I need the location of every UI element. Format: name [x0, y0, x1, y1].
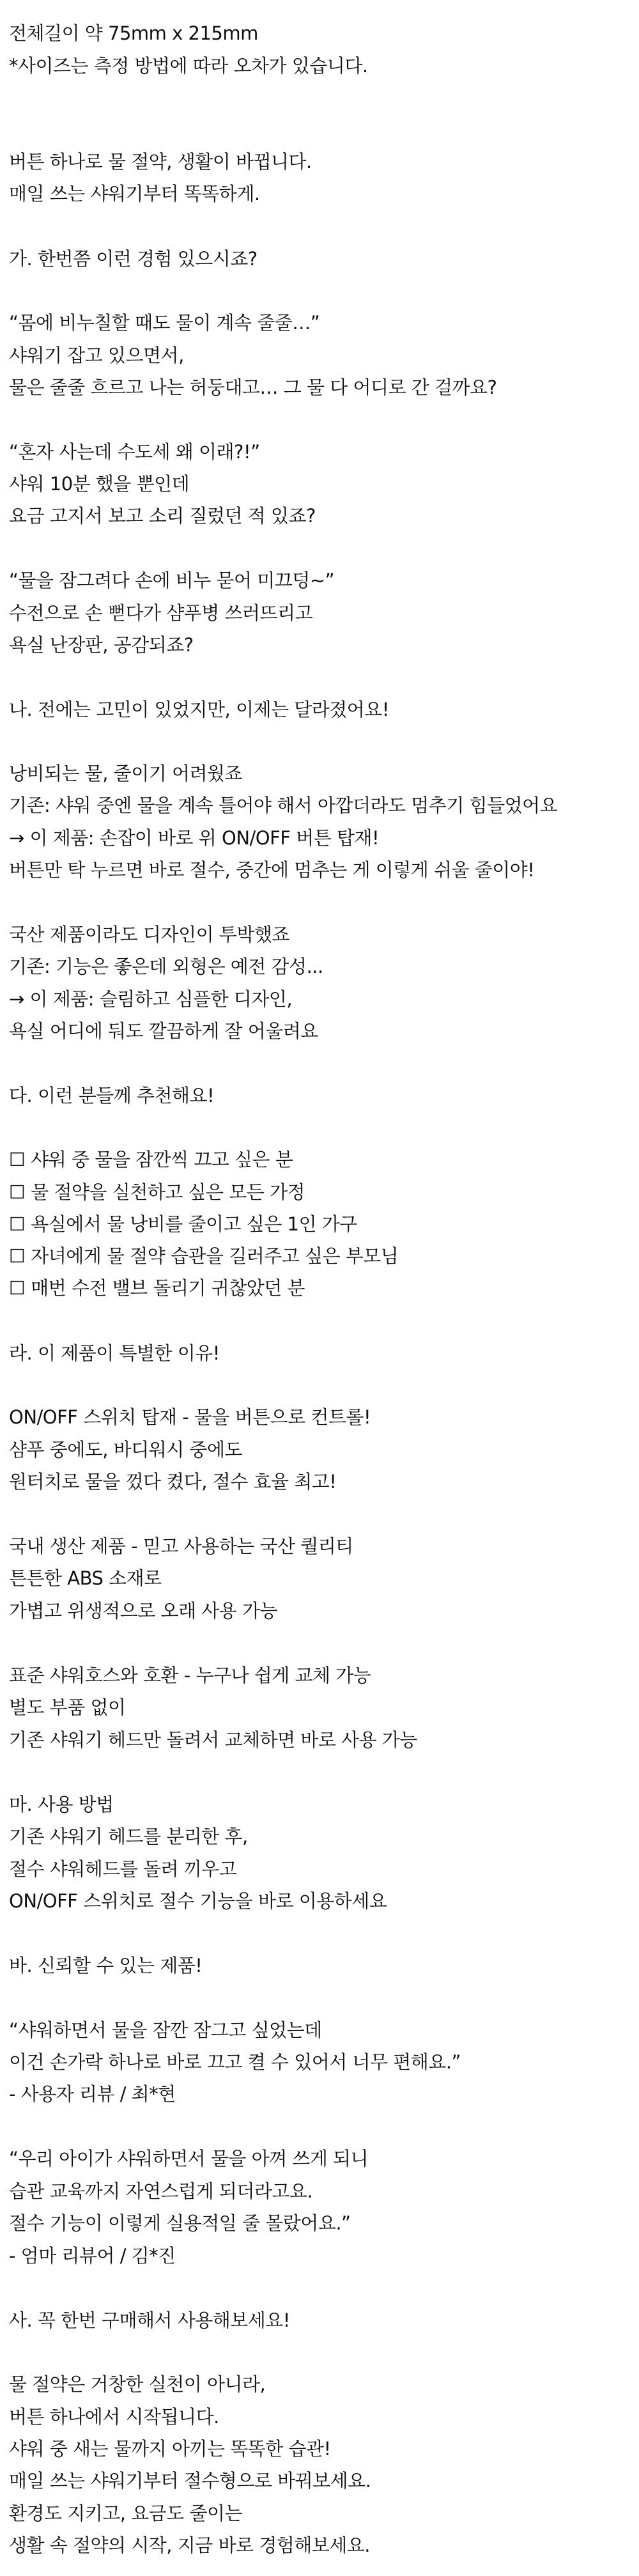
- section-heading-na: 나. 전에는 고민이 있었지만, 이제는 달라졌어요!: [9, 699, 389, 720]
- experience-text-2b: 요금 고지서 보고 소리 질렀던 적 있죠?: [9, 505, 316, 527]
- section-heading-da: 다. 이런 분들께 추천해요!: [9, 1085, 215, 1106]
- review-2-quote-b: 습관 교육까지 자연스럽게 되더라고요.: [9, 2180, 313, 2202]
- review-1-quote-a: “샤워하면서 물을 잠깐 잠그고 싶었는데: [9, 2019, 322, 2041]
- review-2-quote-a: “우리 아이가 샤워하면서 물을 아껴 쓰게 되니: [9, 2148, 369, 2169]
- recommend-item: ☐ 욕실에서 물 낭비를 줄이고 싶은 1인 가구: [9, 1213, 357, 1235]
- recommend-item: ☐ 매번 수전 밸브 돌리기 귀찮았던 분: [9, 1277, 305, 1299]
- section-heading-ra: 라. 이 제품이 특별한 이유!: [9, 1342, 220, 1364]
- intro-headline: 버튼 하나로 물 절약, 생활이 바뀝니다.: [9, 151, 312, 173]
- size-spec-line: 전체길이 약 75mm x 215mm: [9, 22, 258, 44]
- problem-2-before: 기존: 기능은 좋은데 외형은 예전 감성...: [9, 956, 323, 977]
- section-heading-sa: 사. 꼭 한번 구매해서 사용해보세요!: [9, 2309, 290, 2331]
- section-heading-ga: 가. 한번쯤 이런 경험 있으시죠?: [9, 248, 258, 270]
- section-heading-ma: 마. 사용 방법: [9, 1794, 114, 1815]
- recommend-item: ☐ 샤워 중 물을 잠깐씩 끄고 싶은 분: [9, 1149, 293, 1170]
- closing-text: 생활 속 절약의 시작, 지금 바로 경험해보세요.: [9, 2534, 370, 2556]
- closing-text: 물 절약은 거창한 실천이 아니라,: [9, 2373, 266, 2395]
- closing-text: 버튼 하나에서 시작됩니다.: [9, 2406, 219, 2428]
- experience-quote-3: “물을 잠그려다 손에 비누 묻어 미끄덩~”: [9, 570, 335, 591]
- usage-step-3: ON/OFF 스위치로 절수 기능을 바로 이용하세요: [9, 1890, 387, 1912]
- experience-text-2a: 샤워 10분 했을 뿐인데: [9, 473, 190, 495]
- review-2-quote-c: 절수 기능이 이렇게 실용적일 줄 몰랐어요.”: [9, 2212, 351, 2234]
- problem-1-after-detail: 버튼만 탁 누르면 바로 절수, 중간에 멈추는 게 이렇게 쉬울 줄이야!: [9, 859, 535, 881]
- problem-2-title: 국산 제품이라도 디자인이 투박했죠: [9, 924, 289, 945]
- problem-1-before: 기존: 샤워 중엔 물을 계속 틀어야 해서 아깝더라도 멈추기 힘들었어요: [9, 795, 558, 816]
- feature-2-text-a: 튼튼한 ABS 소재로: [9, 1567, 162, 1589]
- problem-1-title: 낭비되는 물, 줄이기 어려웠죠: [9, 763, 243, 784]
- usage-step-2: 절수 샤워헤드를 돌려 끼우고: [9, 1858, 237, 1880]
- recommend-item: ☐ 물 절약을 실천하고 싶은 모든 가정: [9, 1181, 305, 1203]
- experience-text-3b: 욕실 난장판, 공감되죠?: [9, 634, 194, 656]
- experience-quote-1: “몸에 비누칠할 때도 물이 계속 줄줄…”: [9, 312, 320, 334]
- closing-text: 환경도 지키고, 요금도 줄이는: [9, 2502, 243, 2524]
- review-1-quote-b: 이건 손가락 하나로 바로 끄고 켤 수 있어서 너무 편해요.”: [9, 2051, 461, 2073]
- experience-text-1b: 물은 줄줄 흐르고 나는 허둥대고… 그 물 다 어디로 간 걸까요?: [9, 376, 497, 398]
- closing-text: 매일 쓰는 샤워기부터 절수형으로 바꿔보세요.: [9, 2470, 371, 2492]
- recommend-item: ☐ 자녀에게 물 절약 습관을 길러주고 싶은 부모님: [9, 1245, 399, 1267]
- closing-text: 샤워 중 새는 물까지 아끼는 똑똑한 습관!: [9, 2438, 331, 2460]
- section-heading-ba: 바. 신뢰할 수 있는 제품!: [9, 1955, 203, 1976]
- intro-subline: 매일 쓰는 샤워기부터 똑똑하게.: [9, 183, 260, 205]
- feature-2-title: 국내 생산 제품 - 믿고 사용하는 국산 퀄리티: [9, 1535, 353, 1557]
- problem-1-after: → 이 제품: 손잡이 바로 위 ON/OFF 버튼 탑재!: [9, 827, 380, 849]
- review-1-author: - 사용자 리뷰 / 최*현: [9, 2083, 176, 2105]
- usage-step-1: 기존 샤워기 헤드를 분리한 후,: [9, 1826, 248, 1847]
- problem-2-after-detail: 욕실 어디에 둬도 깔끔하게 잘 어울려요: [9, 1020, 318, 1042]
- feature-1-text-b: 원터치로 물을 껐다 켰다, 절수 효율 최고!: [9, 1471, 337, 1493]
- feature-1-title: ON/OFF 스위치 탑재 - 물을 버튼으로 컨트롤!: [9, 1406, 371, 1428]
- feature-3-title: 표준 샤워호스와 호환 - 누구나 쉽게 교체 가능: [9, 1664, 371, 1686]
- experience-text-1a: 샤워기 잡고 있으면서,: [9, 345, 184, 366]
- feature-3-text-a: 별도 부품 없이: [9, 1696, 126, 1718]
- problem-2-after: → 이 제품: 슬림하고 심플한 디자인,: [9, 988, 293, 1010]
- experience-text-3a: 수전으로 손 뻗다가 샴푸병 쓰러뜨리고: [9, 602, 313, 624]
- experience-quote-2: “혼자 사는데 수도세 왜 이래?!”: [9, 441, 260, 463]
- feature-3-text-b: 기존 샤워기 헤드만 돌려서 교체하면 바로 사용 가능: [9, 1729, 417, 1751]
- review-2-author: - 엄마 리뷰어 / 김*진: [9, 2245, 176, 2267]
- feature-2-text-b: 가볍고 위생적으로 오래 사용 가능: [9, 1600, 278, 1622]
- size-note-line: *사이즈는 측정 방법에 따라 오차가 있습니다.: [9, 55, 368, 77]
- feature-1-text-a: 샴푸 중에도, 바디워시 중에도: [9, 1439, 243, 1461]
